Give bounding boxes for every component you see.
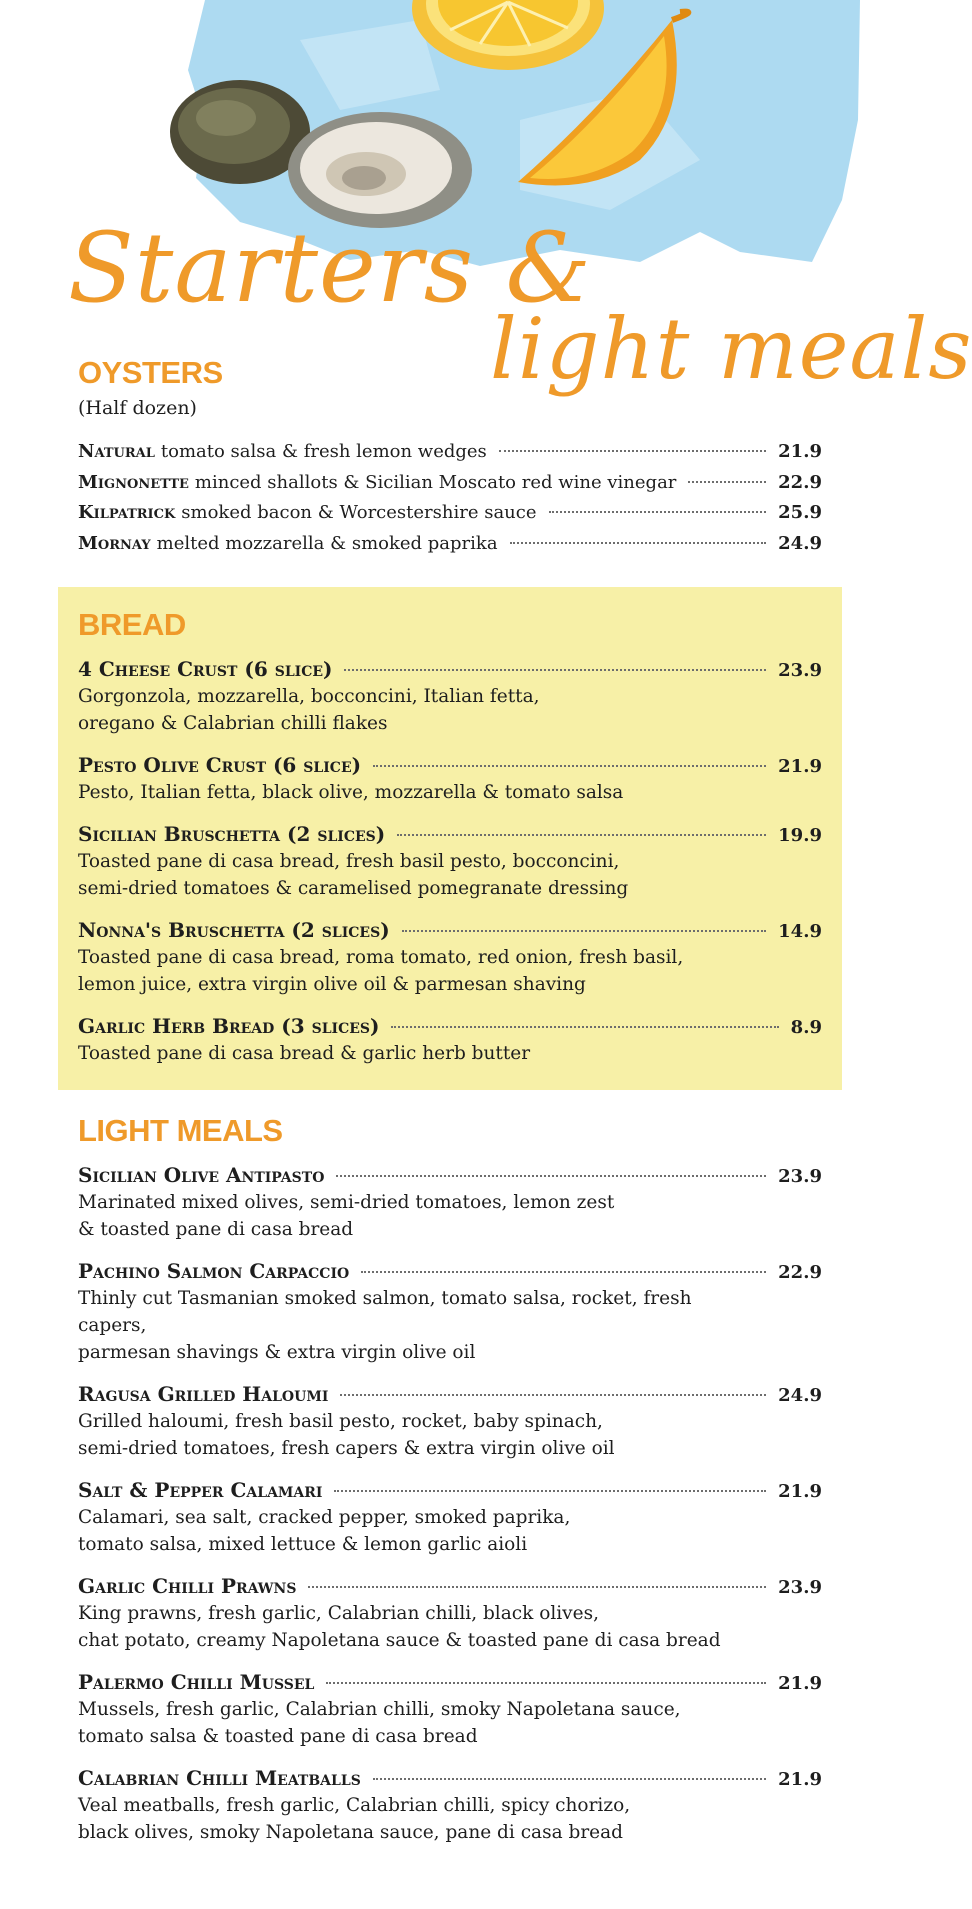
item-name: Pesto Olive Crust (6 slice) [78,753,362,777]
item-price: 24.9 [778,532,822,554]
item-name: Ragusa Grilled Haloumi [78,1382,329,1406]
dot-leader [326,1682,766,1684]
dot-leader [340,1394,766,1396]
item-price: 21.9 [778,1481,822,1502]
item-name: Garlic Chilli Prawns [78,1574,297,1598]
menu-subtitle: light meals [490,300,972,398]
item-price: 8.9 [790,1017,822,1038]
item-name: Sicilian Bruschetta (2 slices) [78,822,386,846]
item-price: 23.9 [778,660,822,681]
dot-leader [391,1026,778,1028]
item-price: 22.9 [778,1262,822,1283]
item-description: smoked bacon & Worcestershire sauce [181,502,537,523]
item-price: 23.9 [778,1166,822,1187]
dot-leader [336,1175,766,1177]
menu-item [78,533,822,564]
item-name: Palermo Chilli Mussel [78,1670,315,1694]
item-price: 24.9 [778,1385,822,1406]
menu-item [78,1163,822,1243]
bread-section [58,587,842,1090]
item-name: Salt & Pepper Calamari [78,1478,323,1502]
item-price: 25.9 [778,502,822,523]
dot-leader [510,542,767,544]
dot-leader [688,481,766,483]
section-heading-light-meals: LIGHT MEALS [78,1113,283,1148]
item-description: Toasted pane di casa bread, roma tomato, red onion, fresh basil, lemon juice, extra virgin olive oil & parmesan shaving [78,947,684,995]
dot-leader [361,1271,766,1273]
dot-leader [373,1778,766,1780]
menu-item [78,918,822,998]
item-name: Sicilian Olive Antipasto [78,1163,325,1187]
item-price: 14.9 [778,921,822,942]
item-price: 21.9 [778,1769,822,1790]
dot-leader [397,834,766,836]
item-name: 4 Cheese Crust (6 slice) [78,657,333,681]
item-description: Marinated mixed olives, semi-dried tomatoes, lemon zest & toasted pane di casa bread [78,1192,615,1240]
menu-item [78,822,822,902]
item-description: Toasted pane di casa bread & garlic herb butter [78,1043,531,1064]
oysters-note: (Half dozen) [78,397,197,419]
menu-item [78,1766,822,1846]
menu-item [78,1014,822,1067]
menu-item [78,472,822,503]
item-description: Gorgonzola, mozzarella, bocconcini, Italian fetta, oregano & Calabrian chilli flakes [78,686,540,734]
item-description: Pesto, Italian fetta, black olive, mozzarella & tomato salsa [78,782,624,803]
section-heading-bread: BREAD [78,607,186,642]
menu-item [78,657,822,737]
dot-leader [308,1586,766,1588]
menu-item [78,753,822,806]
item-name: Calabrian Chilli Meatballs [78,1766,361,1790]
item-description: tomato salsa & fresh lemon wedges [160,441,487,462]
item-name: Garlic Herb Bread (3 slices) [78,1014,380,1038]
menu-item [78,441,822,472]
dot-leader [373,765,766,767]
item-name: Nonna's Bruschetta (2 slices) [78,918,390,942]
item-price: 21.9 [778,441,822,462]
menu-item [78,1259,822,1366]
item-price: 23.9 [778,1577,822,1598]
item-name: Mignonette [78,471,189,493]
dot-leader [499,450,766,452]
section-heading-oysters: OYSTERS [78,355,223,390]
item-price: 22.9 [778,471,822,493]
item-price: 21.9 [778,1673,822,1694]
menu-title: Starters & [68,212,592,324]
item-description: Veal meatballs, fresh garlic, Calabrian chilli, spicy chorizo, black olives, smoky Napoletana sauce, pane di casa bread [78,1795,631,1843]
item-price: 21.9 [778,756,822,777]
menu-item [78,1574,822,1654]
item-description: Mussels, fresh garlic, Calabrian chilli, smoky Napoletana sauce, tomato salsa & toasted pane di casa bread [78,1699,681,1747]
dot-leader [344,669,766,671]
menu-item [78,1670,822,1750]
item-name: Pachino Salmon Carpaccio [78,1259,350,1283]
menu-item [78,1382,822,1462]
dot-leader [402,930,767,932]
dot-leader [549,511,767,513]
item-description: Thinly cut Tasmanian smoked salmon, tomato salsa, rocket, fresh capers, parmesan shavings & extra virgin olive oil [78,1288,692,1363]
item-description: King prawns, fresh garlic, Calabrian chilli, black olives, chat potato, creamy Napoletana sauce & toasted pane di casa bread [78,1603,721,1651]
oysters-list [78,441,822,563]
oysters-section [58,355,842,563]
menu-item [78,1478,822,1558]
item-description: melted mozzarella & smoked paprika [156,532,498,554]
item-name: Kilpatrick [78,502,176,523]
item-name: Natural [78,441,155,462]
item-price: 19.9 [778,825,822,846]
light-meals-section [58,1113,842,1846]
item-description: Grilled haloumi, fresh basil pesto, rocket, baby spinach, semi-dried tomatoes, fresh capers & extra virgin olive oil [78,1411,615,1459]
item-name: Mornay [78,532,151,554]
item-description: minced shallots & Sicilian Moscato red wine vinegar [194,471,677,493]
item-description: Calamari, sea salt, cracked pepper, smoked paprika, tomato salsa, mixed lettuce & lemon garlic aioli [78,1507,571,1555]
dot-leader [334,1490,766,1492]
open-oyster-icon [288,112,472,228]
menu-item [78,502,822,533]
item-description: Toasted pane di casa bread, fresh basil pesto, bocconcini, semi-dried tomatoes & caramelised pomegranate dressing [78,851,629,899]
